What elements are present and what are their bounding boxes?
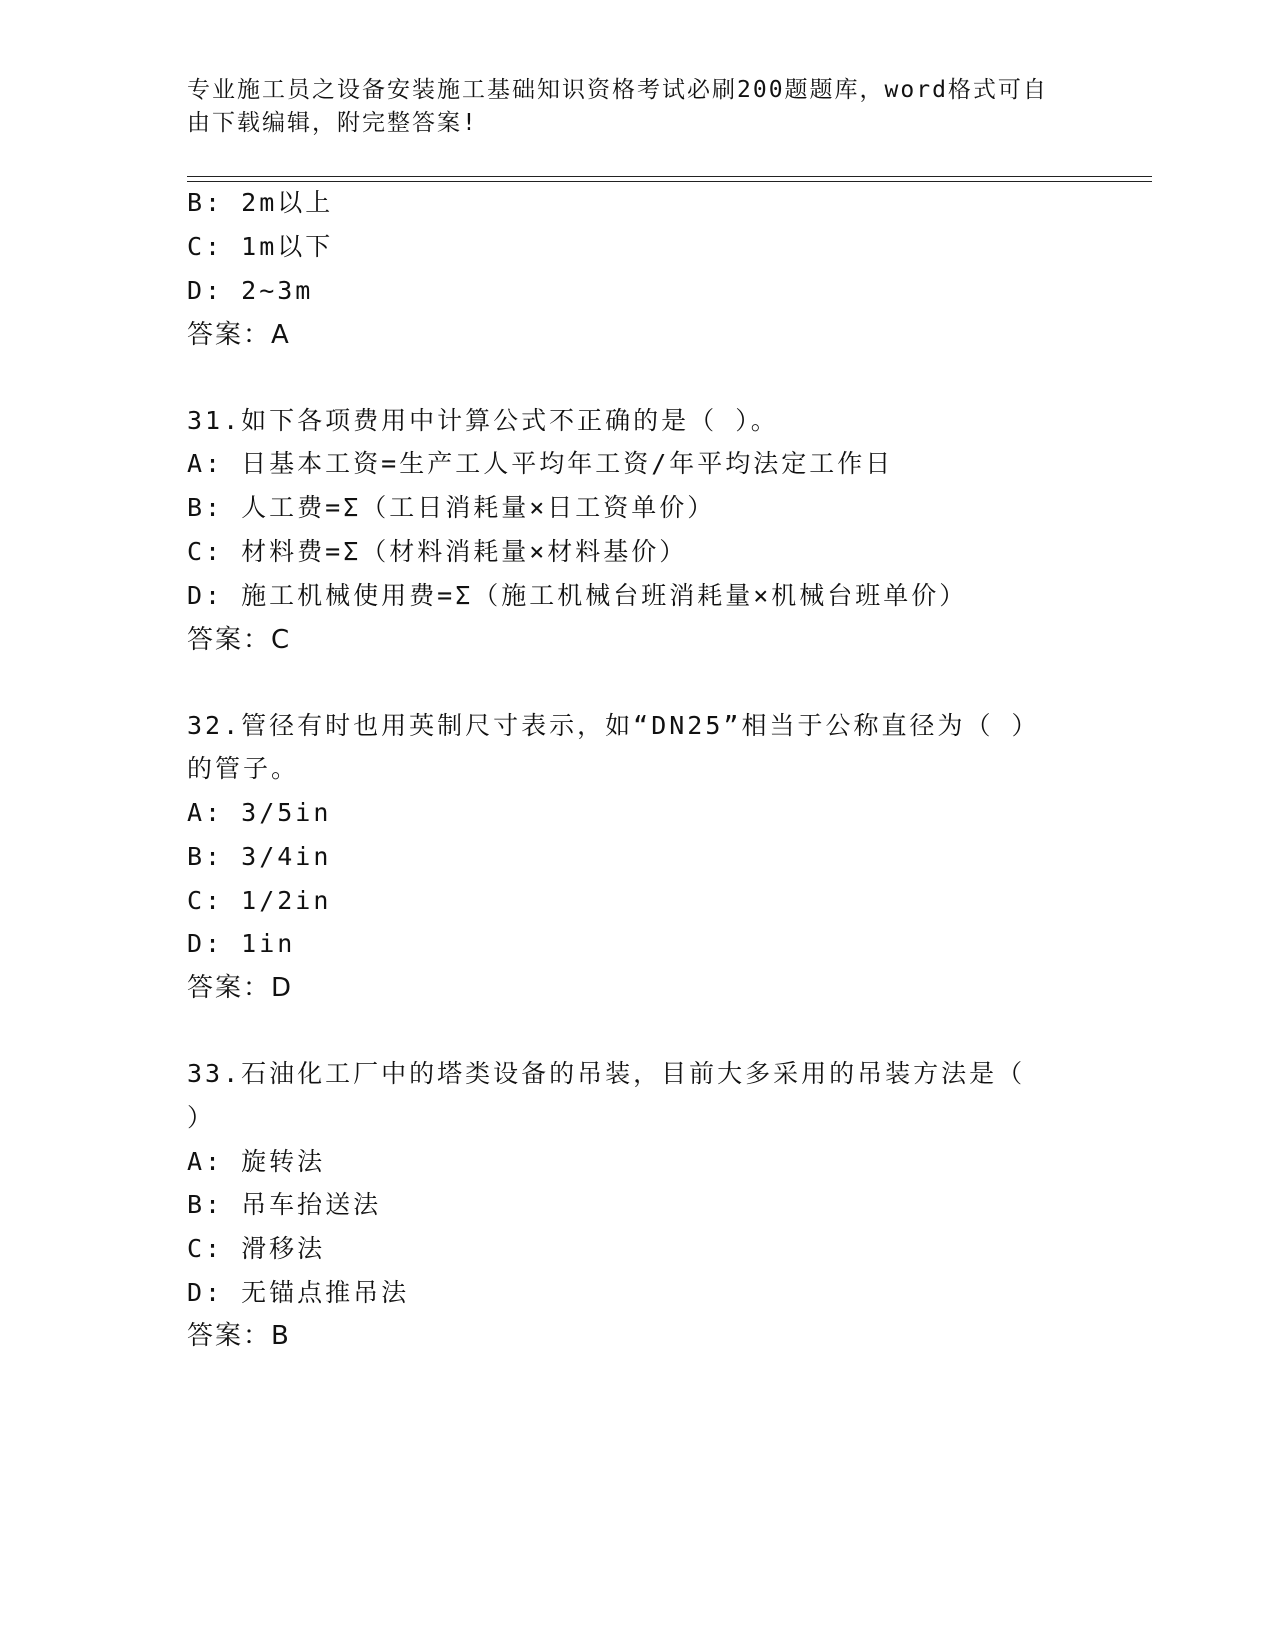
header-divider-bottom: [187, 181, 1152, 182]
q33-option-c: C: 滑移法: [187, 1234, 326, 1263]
q30-option-d: D: 2~3m: [187, 276, 314, 305]
q32-option-a: A: 3/5in: [187, 798, 332, 827]
q31-stem: 31.如下各项费用中计算公式不正确的是（ ）。: [187, 406, 779, 435]
header-divider-top: [187, 176, 1152, 177]
q31-answer: 答案：C: [187, 625, 292, 655]
page-header-title: 专业施工员之设备安装施工基础知识资格考试必刷200题题库，word格式可自由下载编辑，附完整答案!: [187, 77, 1048, 136]
q31-option-b: B: 人工费=Σ（工日消耗量×日工资单价）: [187, 493, 716, 522]
q32-option-b: B: 3/4in: [187, 842, 332, 871]
q31-option-c: C: 材料费=Σ（材料消耗量×材料基价）: [187, 537, 688, 566]
q33-option-b: B: 吊车抬送法: [187, 1190, 382, 1219]
q33-stem-line2: ）: [187, 1103, 216, 1132]
q32-answer: 答案：D: [187, 973, 294, 1003]
q33-option-a: A: 旋转法: [187, 1147, 326, 1176]
q32-option-c: C: 1/2in: [187, 886, 332, 915]
q32-option-d: D: 1in: [187, 929, 296, 958]
q32-stem-line1: 32.管径有时也用英制尺寸表示，如“DN25”相当于公称直径为（ ）: [187, 711, 1040, 740]
q31-option-a: A: 日基本工资=生产工人平均年工资/年平均法定工作日: [187, 449, 894, 478]
q30-option-b: B: 2m以上: [187, 188, 334, 217]
q33-answer: 答案：B: [187, 1321, 291, 1351]
q32-stem-line2: 的管子。: [187, 754, 300, 783]
q30-answer: 答案：A: [187, 320, 291, 350]
q31-option-d: D: 施工机械使用费=Σ（施工机械台班消耗量×机械台班单价）: [187, 581, 968, 610]
q30-option-c: C: 1m以下: [187, 232, 334, 261]
q33-option-d: D: 无锚点推吊法: [187, 1278, 410, 1307]
q33-stem-line1: 33.石油化工厂中的塔类设备的吊装，目前大多采用的吊装方法是（: [187, 1059, 1026, 1088]
